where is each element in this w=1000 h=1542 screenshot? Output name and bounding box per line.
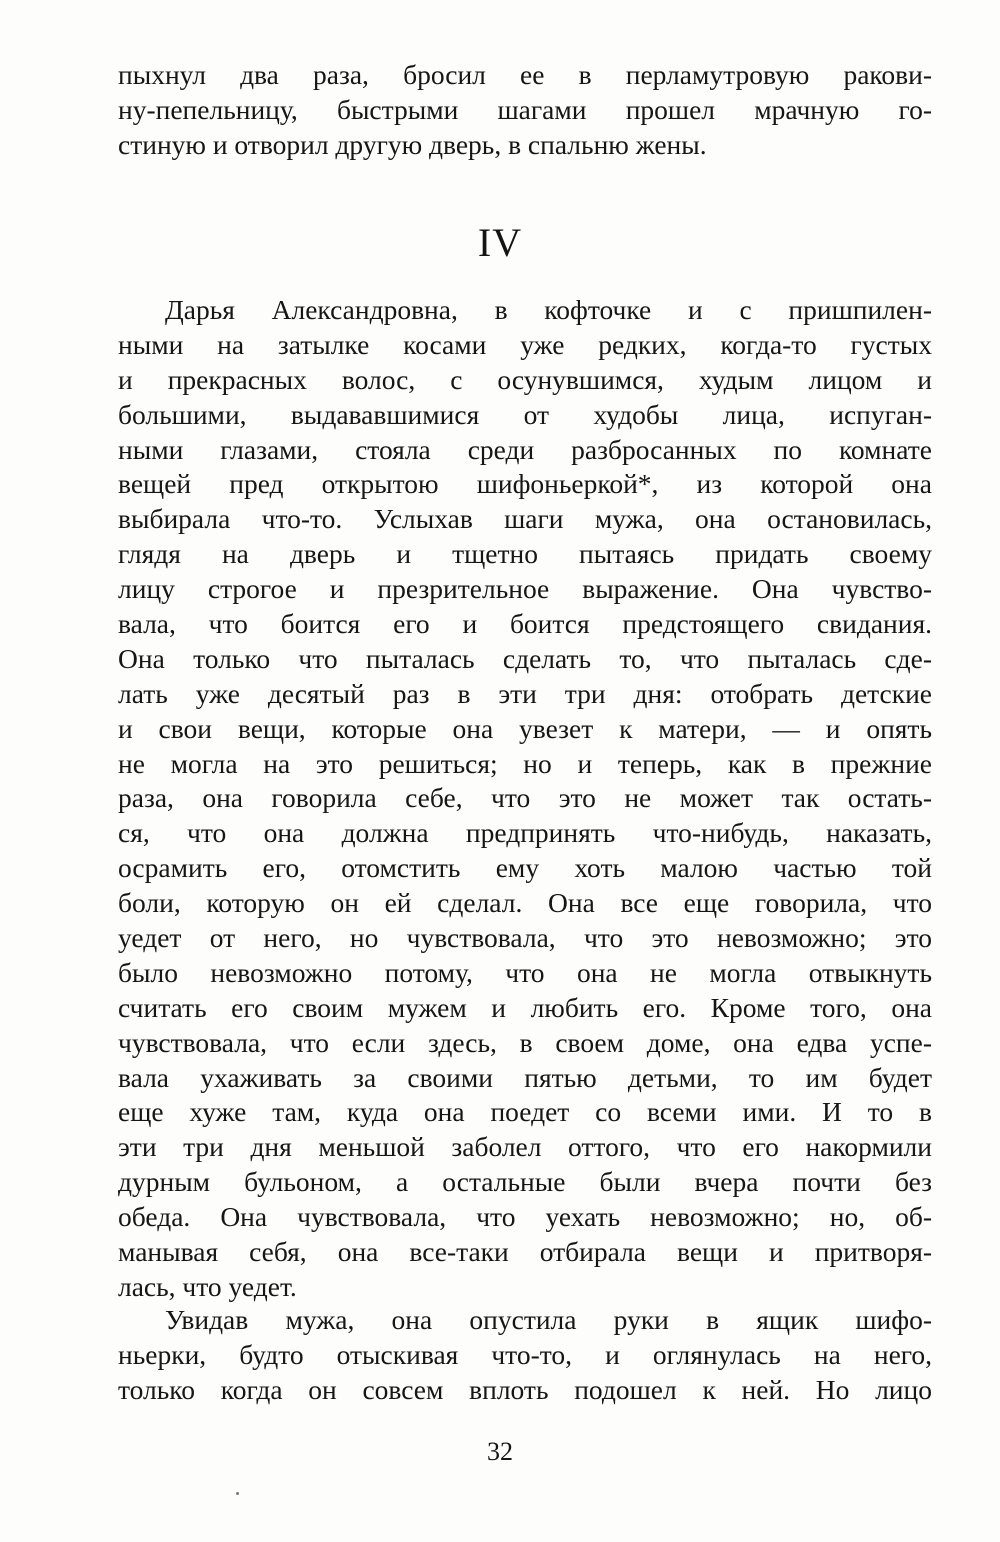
text-line: боли, которую он ей сделал. Она все еще говорила, что	[118, 887, 932, 919]
text-line: лась, что уедет.	[118, 1270, 297, 1302]
text-line: вала, что боится его и боится предстоящего свидания.	[118, 608, 932, 640]
text-line: не могла на это решиться; но и теперь, как в прежние	[118, 747, 932, 779]
text-line: ными на затылке косами уже редких, когда-то густых	[118, 328, 932, 360]
text-line: вала ухаживать за своими пятью детьми, то им будет	[118, 1061, 932, 1093]
text-line: уедет от него, но чувствовала, что это невозможно; это	[118, 922, 932, 954]
text-line: стиную и отворил другую дверь, в спальню жены.	[118, 128, 707, 160]
text-line: раза, она говорила себе, что это не может так остать-	[118, 782, 932, 814]
text-line: ну-пепельницу, быстрыми шагами прошел мрачную го-	[118, 93, 932, 125]
text-line: пыхнул два раза, бросил ее в перламутровую ракови-	[118, 59, 932, 90]
text-line: осрамить его, отомстить ему хоть малою частью той	[118, 852, 932, 884]
text-line: Дарья Александровна, в кофточке и с пришпилен-	[165, 294, 932, 325]
chapter-heading: IV	[477, 220, 523, 265]
text-line: выбирала что-то. Услыхав шаги мужа, она остановилась,	[118, 503, 932, 535]
paragraph-1	[118, 293, 932, 1305]
text-line: только когда он совсем вплоть подошел к ней. Но лицо	[118, 1373, 932, 1405]
text-line: глядя на дверь и тщетно пытаясь придать своему	[118, 538, 932, 570]
text-line: эти три дня меньшой заболел оттого, что его накормили	[118, 1131, 932, 1163]
opening-paragraph	[118, 58, 932, 163]
print-speck	[236, 1492, 239, 1495]
text-line: лицу строгое и презрительное выражение. Она чувство-	[118, 573, 932, 605]
text-line: лать уже десятый раз в эти три дня: отобрать детские	[118, 677, 932, 709]
text-line: большими, выдававшимися от худобы лица, испуган-	[118, 398, 932, 430]
text-line: ньерки, будто отыскивая что-то, и оглянулась на него,	[118, 1338, 932, 1370]
text-line: ся, что она должна предпринять что-нибудь, наказать,	[118, 817, 932, 849]
text-line: дурным бульоном, а остальные были вчера почти без	[118, 1166, 932, 1198]
text-line: и прекрасных волос, с осунувшимся, худым лицом и	[118, 363, 932, 395]
text-line: Увидав мужа, она опустила руки в ящик шифо-	[165, 1304, 932, 1335]
text-line: и свои вещи, которые она увезет к матери, — и опять	[118, 712, 932, 744]
text-line: чувствовала, что если здесь, в своем доме, она едва успе-	[118, 1026, 932, 1058]
text-line: еще хуже там, куда она поедет со всеми ими. И то в	[118, 1096, 932, 1128]
text-line: вещей пред открытою шифоньеркой*, из которой она	[118, 468, 932, 500]
text-line: было невозможно потому, что она не могла отвыкнуть	[118, 956, 932, 988]
paragraph-2	[118, 1303, 932, 1408]
text-line: Она только что пыталась сделать то, что пыталась сде-	[118, 642, 932, 674]
text-line: считать его своим мужем и любить его. Кроме того, она	[118, 991, 932, 1023]
text-line: манывая себя, она все-таки отбирала вещи и притворя-	[118, 1236, 932, 1268]
text-line: ными глазами, стояла среди разбросанных по комнате	[118, 433, 932, 465]
text-line: обеда. Она чувствовала, что уехать невозможно; но, об-	[118, 1201, 932, 1233]
page-number: 32	[487, 1437, 513, 1466]
